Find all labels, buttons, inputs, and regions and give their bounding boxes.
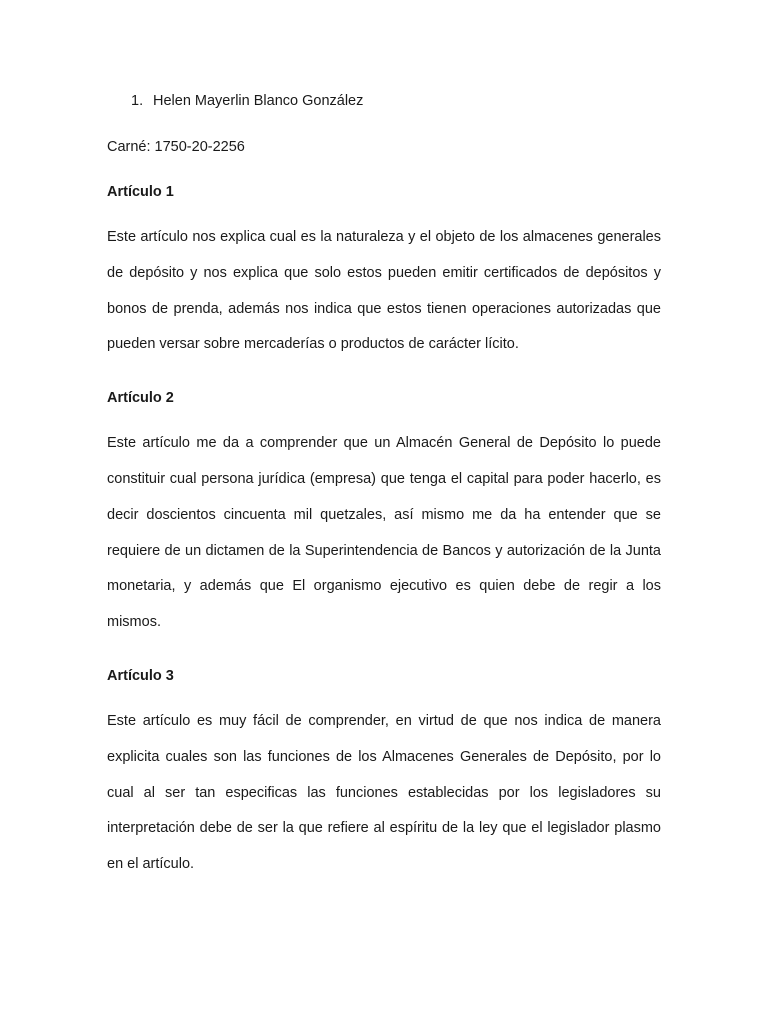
- student-name: Helen Mayerlin Blanco González: [153, 93, 364, 109]
- document-page: [107, 90, 661, 884]
- section-paragraph-articulo-2: Este artículo me da a comprender que un Almacén General de Depósito lo puede constituir cual persona jurídica (empresa) que tenga el capital para poder hacerlo, es decir doscientos cincuenta mil quetzales, así mismo me da ha entender que se requiere de un dictamen de la Superintendencia de Bancos y autorización de la Junta monetaria, y además que El organismo ejecutivo es quien debe de regir a los mismos.: [107, 435, 661, 631]
- section-paragraph-articulo-1: Este artículo nos explica cual es la naturaleza y el objeto de los almacenes generales de depósito y nos explica que solo estos pueden emitir certificados de depósitos y bonos de prenda, además nos indica que estos tienen operaciones autorizadas que pueden versar sobre mercaderías o productos de carácter lícito.: [107, 229, 661, 353]
- section-heading-articulo-3: Artículo 3: [107, 667, 174, 684]
- section-paragraph-articulo-3: Este artículo es muy fácil de comprender, en virtud de que nos indica de manera explicita cuales son las funciones de los Almacenes Generales de Depósito, por lo cual al ser tan especificas las funciones establecidas por los legisladores su interpretación debe de ser la que refiere al espíritu de la ley que el legislador plasmo en el artículo.: [107, 712, 661, 873]
- section-heading-articulo-2: Artículo 2: [107, 390, 174, 407]
- section-heading-articulo-1: Artículo 1: [107, 184, 174, 200]
- list-number: 1.: [131, 93, 144, 109]
- carne-line: Carné: 1750-20-2256: [107, 139, 245, 155]
- student-name-list-item: [131, 90, 661, 112]
